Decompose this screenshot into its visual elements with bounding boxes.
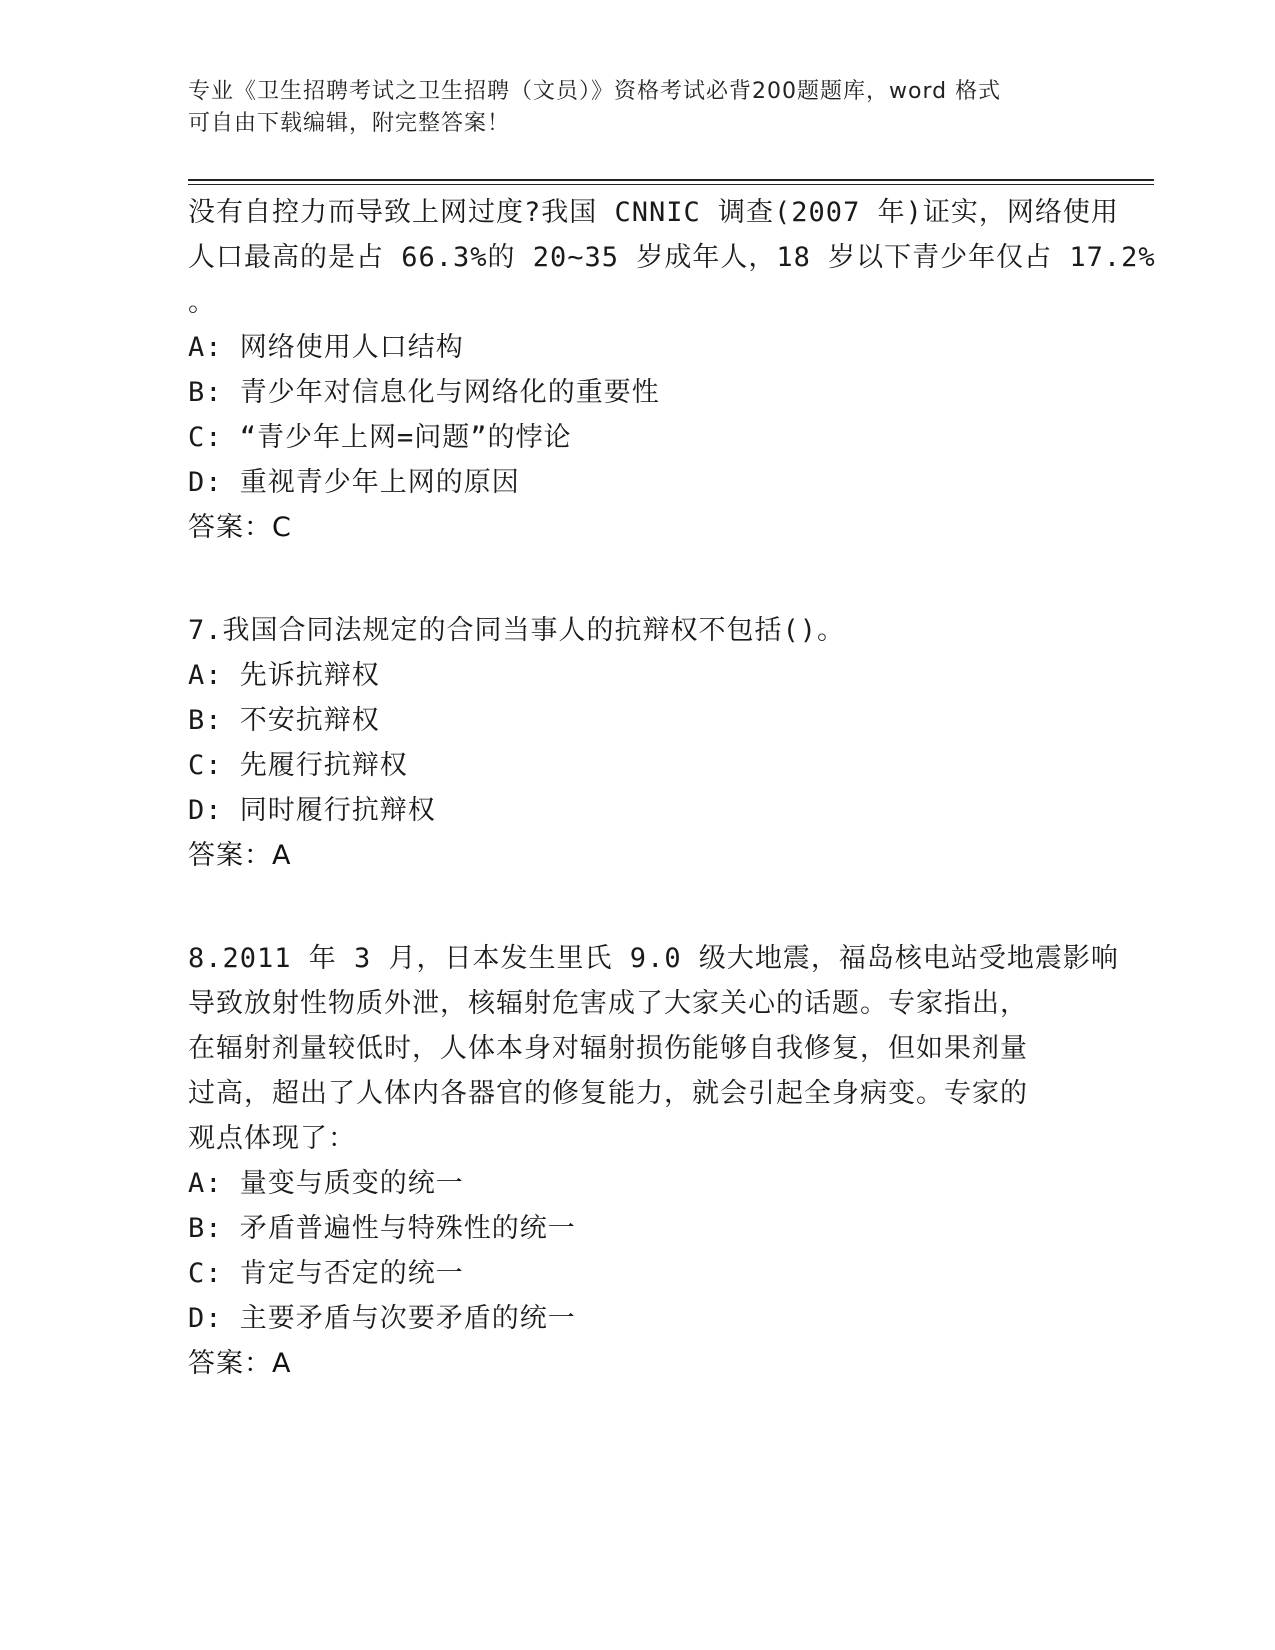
question-8 — [188, 936, 1119, 1386]
header-line-1: 专业《卫生招聘考试之卫生招聘（文员）》资格考试必背200题题库，word 格式 — [188, 79, 1002, 104]
option-b: B: 矛盾普遍性与特殊性的统一 — [188, 1213, 576, 1244]
option-d: D: 同时履行抗辩权 — [188, 795, 436, 826]
question-list — [188, 190, 1156, 1386]
option-a: A: 网络使用人口结构 — [188, 332, 464, 363]
question-stem-line: 观点体现了： — [188, 1123, 356, 1154]
question-stem-line: 8.2011 年 3 月，日本发生里氏 9.0 级大地震，福岛核电站受地震影响 — [188, 943, 1119, 974]
option-d: D: 主要矛盾与次要矛盾的统一 — [188, 1303, 576, 1334]
question-stem-line: 导致放射性物质外泄，核辐射危害成了大家关心的话题。专家指出， — [188, 988, 1028, 1019]
answer-label: 答案：A — [188, 840, 292, 871]
header-line-2: 可自由下载编辑，附完整答案！ — [188, 111, 511, 136]
question-stem-line: 没有自控力而导致上网过度?我国 CNNIC 调查(2007 年)证实，网络使用 — [188, 197, 1119, 228]
answer-label: 答案：C — [188, 512, 292, 543]
question-stem-line: 在辐射剂量较低时，人体本身对辐射损伤能够自我修复，但如果剂量 — [188, 1033, 1028, 1064]
option-b: B: 青少年对信息化与网络化的重要性 — [188, 377, 660, 408]
question-6 — [188, 190, 1156, 550]
option-c: C: 先履行抗辩权 — [188, 750, 408, 781]
option-c: C: “青少年上网=问题”的悖论 — [188, 422, 572, 453]
option-a: A: 量变与质变的统一 — [188, 1168, 464, 1199]
answer-label: 答案：A — [188, 1348, 292, 1379]
document-header — [188, 76, 1088, 140]
question-stem-line: 。 — [188, 287, 216, 318]
question-stem-line: 过高，超出了人体内各器官的修复能力，就会引起全身病变。专家的 — [188, 1078, 1028, 1109]
question-7 — [188, 608, 1088, 878]
spacer — [188, 550, 1088, 608]
option-b: B: 不安抗辩权 — [188, 705, 380, 736]
option-a: A: 先诉抗辩权 — [188, 660, 380, 691]
question-stem-line: 7.我国合同法规定的合同当事人的抗辩权不包括()。 — [188, 615, 846, 646]
option-c: C: 肯定与否定的统一 — [188, 1258, 464, 1289]
question-stem-line: 人口最高的是占 66.3%的 20~35 岁成年人，18 岁以下青少年仅占 17.2% — [188, 242, 1156, 273]
spacer — [188, 878, 1088, 936]
header-divider-thin — [188, 184, 1154, 185]
header-divider-thick — [188, 179, 1154, 181]
option-d: D: 重视青少年上网的原因 — [188, 467, 520, 498]
